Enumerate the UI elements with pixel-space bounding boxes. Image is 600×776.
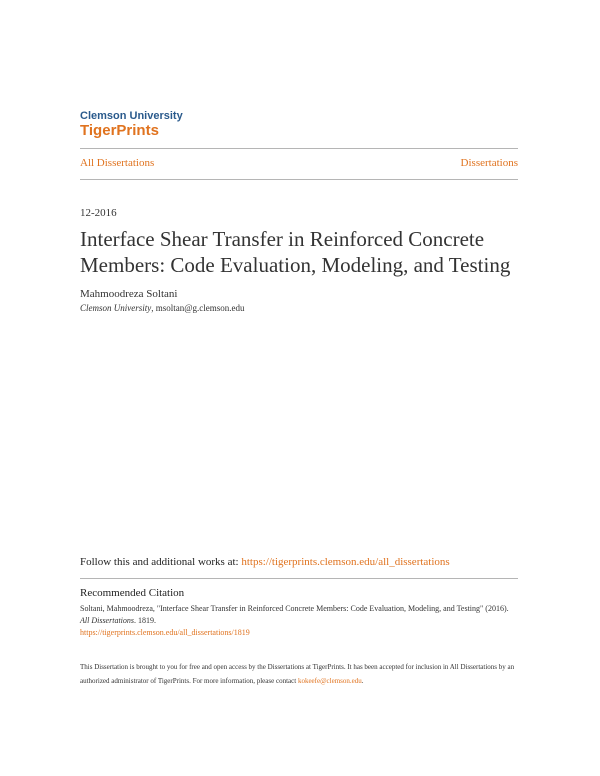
citation-series: All Dissertations <box>80 616 135 625</box>
recommended-citation-heading: Recommended Citation <box>80 587 185 599</box>
tigerprints-logo[interactable]: TigerPrints <box>80 122 159 139</box>
document-title <box>80 226 540 278</box>
citation-number: . 1819. <box>134 616 157 625</box>
follow-link[interactable]: https://tigerprints.clemson.edu/all_dissertations <box>241 556 450 568</box>
affiliation-name: Clemson University <box>80 303 152 313</box>
publication-date: 12-2016 <box>80 207 117 219</box>
dissertations-link[interactable]: Dissertations <box>460 157 518 169</box>
author-email: , msoltan@g.clemson.edu <box>151 303 245 313</box>
access-notice <box>80 660 525 688</box>
author-name: Mahmoodreza Soltani <box>80 288 178 300</box>
title-line-2: Members: Code Evaluation, Modeling, and Testing <box>80 253 511 277</box>
citation-series-line <box>80 615 525 627</box>
citation-divider <box>80 578 518 579</box>
citation-link[interactable]: https://tigerprints.clemson.edu/all_dissertations/1819 <box>80 628 250 637</box>
follow-line <box>80 556 450 568</box>
university-name: Clemson University <box>80 110 183 122</box>
notice-end: . <box>361 677 364 685</box>
notice-text: This Dissertation is brought to you for free and open access by the Dissertations at TigerPrints. It has been accepted for inclusion in All Dissertations by an authorized administrator of TigerPrints. For more information, please contact <box>80 663 515 685</box>
top-divider <box>80 148 518 149</box>
citation-block <box>80 603 525 639</box>
follow-text: Follow this and additional works at: <box>80 556 242 568</box>
all-dissertations-link[interactable]: All Dissertations <box>80 157 155 169</box>
contact-email-link[interactable]: kokeefe@clemson.edu <box>297 677 362 685</box>
citation-text: Soltani, Mahmoodreza, "Interface Shear Transfer in Reinforced Concrete Members: Code Evaluation, Modeling, and Testing" (2016). <box>80 604 509 613</box>
nav-divider <box>80 179 518 180</box>
title-line-1: Interface Shear Transfer in Reinforced Concrete <box>80 227 485 251</box>
author-affiliation <box>80 303 245 313</box>
